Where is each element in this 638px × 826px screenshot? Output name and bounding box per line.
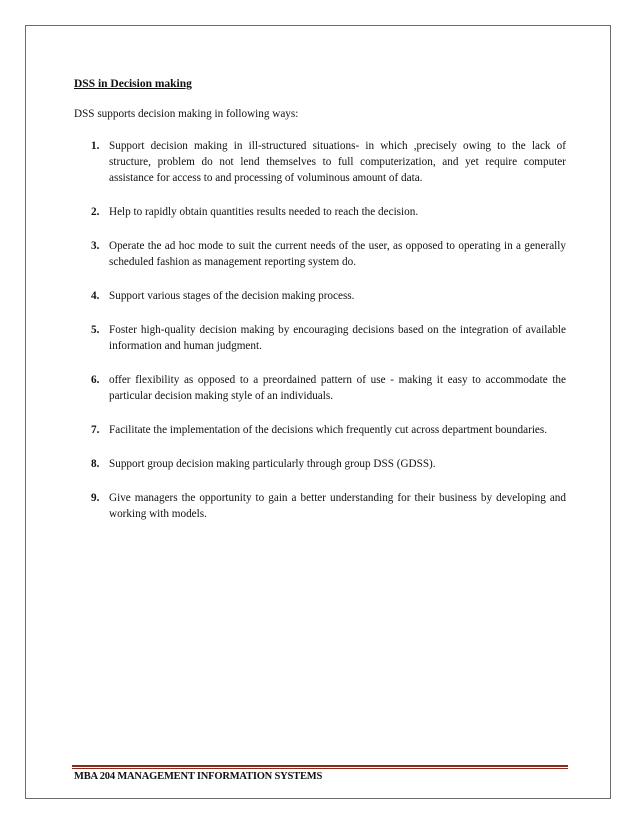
- section-heading: DSS in Decision making: [74, 78, 192, 90]
- ways-list: [74, 138, 566, 522]
- list-item-text: Help to rapidly obtain quantities results needed to reach the decision.: [109, 206, 419, 218]
- list-item: [74, 138, 566, 186]
- list-item: [74, 288, 566, 304]
- intro-text: DSS supports decision making in following ways:: [74, 108, 299, 120]
- page-content: [74, 76, 566, 540]
- list-item-number: 5.: [91, 324, 100, 336]
- list-item-text: Facilitate the implementation of the decisions which frequently cut across department boundaries.: [109, 424, 548, 436]
- list-item-text: offer flexibility as opposed to a preordained pattern of use - making it easy to accommodate the particular decision making style of an individuals.: [109, 374, 566, 402]
- list-item-text: Give managers the opportunity to gain a better understanding for their business by developing and working with models.: [109, 492, 566, 520]
- footer-rule: [72, 765, 568, 769]
- list-item: [74, 238, 566, 270]
- list-item-number: 6.: [91, 374, 100, 386]
- list-item-number: 7.: [91, 424, 100, 436]
- footer-text: MBA 204 MANAGEMENT INFORMATION SYSTEMS: [74, 771, 323, 782]
- list-item: [74, 372, 566, 404]
- list-item-number: 1.: [91, 140, 100, 152]
- list-item-number: 9.: [91, 492, 100, 504]
- list-item-number: 4.: [91, 290, 100, 302]
- list-item-text: Support various stages of the decision making process.: [109, 290, 355, 302]
- list-item: [74, 204, 566, 220]
- list-item-number: 2.: [91, 206, 100, 218]
- list-item: [74, 322, 566, 354]
- list-item-number: 3.: [91, 240, 100, 252]
- list-item: [74, 456, 566, 472]
- list-item-text: Support decision making in ill-structured situations- in which ,precisely owing to the lack of structure, problem do not lend themselves to full computerization, and yet require computer assistance for access to and processing of voluminous amount of data.: [109, 140, 566, 184]
- list-item-text: Support group decision making particularly through group DSS (GDSS).: [109, 458, 436, 470]
- list-item: [74, 422, 566, 438]
- list-item: [74, 490, 566, 522]
- list-item-number: 8.: [91, 458, 100, 470]
- list-item-text: Operate the ad hoc mode to suit the current needs of the user, as opposed to operating in a generally scheduled fashion as management reporting system do.: [109, 240, 566, 268]
- list-item-text: Foster high-quality decision making by encouraging decisions based on the integration of available information and human judgment.: [109, 324, 566, 352]
